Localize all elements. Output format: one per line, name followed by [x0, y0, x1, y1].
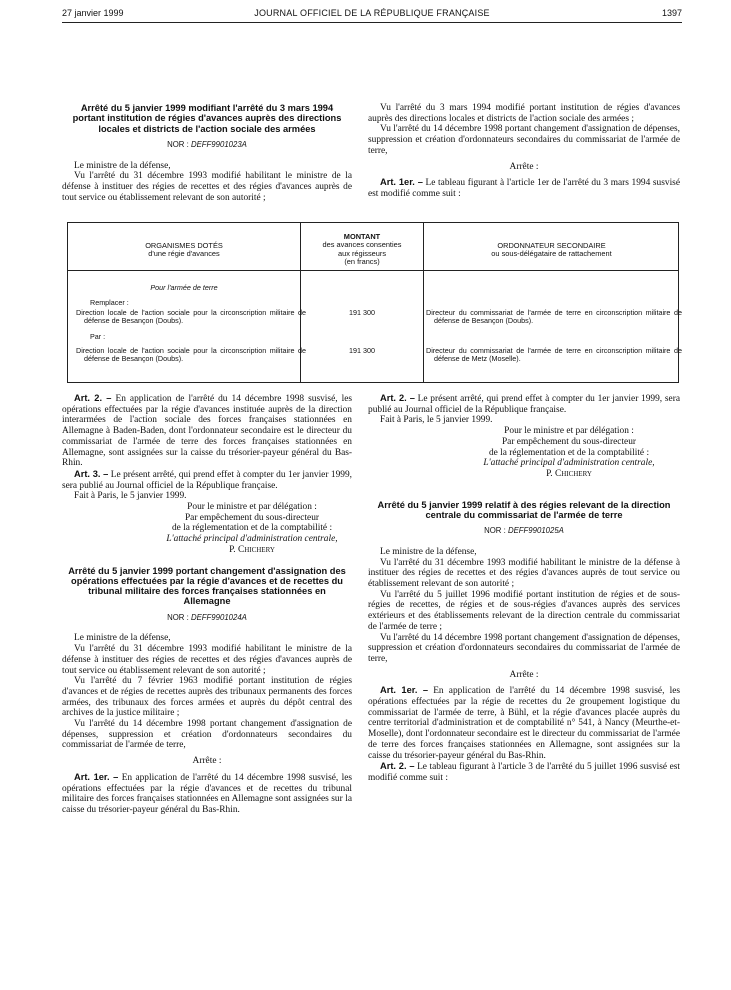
- header-date: 27 janvier 1999: [62, 8, 124, 18]
- signature-line: Pour le ministre et par délégation :: [504, 426, 634, 437]
- right-lower-column: [368, 393, 680, 784]
- article-text: Le présent arrêté, qui prend effet à compter du 1er janvier 1999, sera publié au Journal officiel de la République française.: [368, 394, 680, 415]
- nor-label: NOR :: [484, 526, 506, 536]
- table-row2-ordonnateur: Directeur du commissariat de l'armée de terre en circonscription militaire de défense de Metz (Moselle).: [426, 346, 682, 364]
- signature-line: Pour le ministre et par délégation :: [187, 502, 317, 513]
- table-row2-organisme: Direction locale de l'action sociale pour la circonscription militaire de défense de Besançon (Doubs).: [76, 346, 306, 364]
- nor-reference-2: [62, 613, 352, 624]
- article-paragraph: [368, 761, 680, 783]
- nor-code: DEFF9901024A: [190, 612, 247, 622]
- spacer: [368, 480, 680, 490]
- paragraph: Le ministre de la défense,: [74, 160, 171, 171]
- article-label: Art. 1er. –: [380, 177, 423, 188]
- paragraph: Vu l'arrêté du 3 mars 1994 modifié portant institution de régies d'avances auprès des directions locales et districts de l'action sociale des armées ;: [368, 103, 680, 124]
- article-label: Art. 3. –: [74, 468, 109, 479]
- nor-code: DEFF9901023A: [190, 139, 247, 149]
- right-top-column: [368, 103, 680, 200]
- table-row2-montant: 191 300: [349, 346, 375, 355]
- article-text: Le tableau figurant à l'article 3 de l'arrêté du 5 juillet 1996 susvisé est modifié comme suit :: [368, 762, 680, 783]
- paragraph: Vu l'arrêté du 31 décembre 1993 modifié habilitant le ministre de la défense à instituer des régies de recettes et des régies d'avances auprès de tout service ou établissement relevant de son autorité ;: [62, 644, 352, 676]
- header-line: (en francs): [344, 257, 380, 267]
- article-label: Art. 1er. –: [74, 771, 119, 782]
- signature-line: L'attaché principal d'administration centrale,: [483, 458, 655, 469]
- paragraph: Vu l'arrêté du 7 février 1963 modifié portant institution de régies d'avances et de régies de recettes auprès des tribunaux permanents des forces armées, des tribunaux des forces armées et auprès du dépôt central des archives de la justice militaire ;: [62, 676, 352, 719]
- decree-title-2: Arrêté du 5 janvier 1999 portant changement d'assignation des opérations effectuées par la régie d'avances et de recettes du tribunal militaire des forces françaises stationnées en Allemagne: [68, 565, 346, 607]
- article-paragraph: [62, 393, 352, 469]
- article-paragraph: [62, 772, 352, 816]
- table-row1-ordonnateur: Directeur du commissariat de l'armée de terre en circonscription militaire de défense de Besançon (Doubs).: [426, 308, 682, 326]
- header-line: aux régisseurs: [337, 248, 387, 258]
- table-par-label: Par :: [90, 332, 106, 341]
- header-line: ORDONNATEUR SECONDAIRE: [497, 241, 606, 250]
- signature-line: L'attaché principal d'administration centrale,: [166, 534, 338, 545]
- signatory-name: P. Chichery: [229, 544, 275, 555]
- table-row1-organisme: Direction locale de l'action sociale pour la circonscription militaire de défense de Besançon (Doubs).: [76, 308, 306, 326]
- paragraph: Vu l'arrêté du 14 décembre 1998 portant changement d'assignation de dépenses, suppression et création d'ordonnateurs secondaires du commissariat de l'armée de terre,: [62, 719, 352, 751]
- date-line: Fait à Paris, le 5 janvier 1999.: [380, 415, 493, 426]
- spacer: [368, 490, 680, 500]
- header-rule: [62, 22, 682, 23]
- paragraph: Vu l'arrêté du 14 décembre 1998 portant changement d'assignation de dépenses, suppression et création d'ordonnateurs secondaires du commissariat de l'armée de terre,: [368, 632, 680, 664]
- spacer: [62, 556, 352, 566]
- article-paragraph: [368, 177, 680, 199]
- header-journal-title: JOURNAL OFFICIEL DE LA RÉPUBLIQUE FRANÇAISE: [254, 8, 490, 18]
- header-line: des avances consenties: [322, 240, 402, 250]
- header-line: MONTANT: [343, 232, 381, 241]
- paragraph: Le ministre de la défense,: [380, 546, 477, 557]
- article-text: En application de l'arrêté du 14 décembre 1998 susvisé, les opérations effectuées par la régie d'avances et de recettes du tribunal militaire des forces françaises stationnées en Allemagne sont assignées sur la caisse du trésorier-payeur général du Bas-Rhin.: [62, 772, 352, 815]
- nor-reference-3: [368, 526, 680, 537]
- table-header-organismes: [68, 242, 300, 259]
- paragraph: Vu l'arrêté du 5 juillet 1996 modifié portant institution de régies et de sous-régies de recettes, de régies et de sous-régies d'avances auprès des services extérieurs et des établissements relevant de la direction centrale du commissariat de l'armée de terre ;: [368, 589, 680, 632]
- article-text: En application de l'arrêté du 14 décembre 1998 susvisé, les opérations effectuées par la régie de recettes du 2e groupement logistique du commissariat de l'armée de terre, à Bühl, et la régie d'avances placée auprès du centre territorial d'administration et de comptabilité n° 541, à Nancy (Meurthe-et-Moselle), dont l'ordonnateur secondaire est le directeur du commissariat de l'armée de terre des forces françaises stationnées en Allemagne, sont assignées sur la caisse du trésorier-payeur général du Bas-Rhin.: [368, 686, 680, 761]
- article-text: Le présent arrêté, qui prend effet à compter du 1er janvier 1999, sera publié au Journal officiel de la République française.: [62, 469, 352, 491]
- page-header: [62, 8, 682, 20]
- nor-label: NOR :: [167, 139, 189, 149]
- regies-table: [67, 222, 682, 383]
- paragraph: Vu l'arrêté du 31 décembre 1993 modifié habilitant le ministre de la défense à instituer des régies de recettes et des régies d'avances auprès de tout service ou établissement relevant de son autorité ;: [62, 171, 352, 203]
- nor-code: DEFF9901025A: [507, 526, 564, 536]
- left-lower-column: [62, 393, 352, 816]
- decree-title-1: Arrêté du 5 janvier 1999 modifiant l'arrêté du 3 mars 1994 portant institution de régies d'avances auprès des directions locales et districts de l'action sociale des armées: [72, 103, 342, 134]
- paragraph: Vu l'arrêté du 31 décembre 1993 modifié habilitant le ministre de la défense à instituer des régies de recettes et des régies d'avances auprès de tout service ou établissement relevant de son autorité ;: [368, 557, 680, 590]
- header-line: d'une régie d'avances: [148, 249, 220, 259]
- table-header-ordonnateur: [424, 242, 679, 259]
- table-header-montant: [301, 233, 423, 267]
- article-text: En application de l'arrêté du 14 décembre 1998 susvisé, les opérations effectuées par la régie d'avances instituée auprès de la direction interarmées de l'action sociale des forces françaises stationnées en Allemagne à Baden-Baden, dont l'ordonnateur secondaire est le directeur du commissariat de l'armée de terre des forces françaises stationnées en Allemagne, sont assignées sur la caisse du trésorier-payeur général du Bas-Rhin.: [62, 394, 353, 469]
- signature-line: Par empêchement du sous-directeur: [501, 436, 637, 447]
- paragraph: Le ministre de la défense,: [74, 633, 171, 644]
- header-page-number: 1397: [661, 8, 682, 18]
- signature-block: [368, 426, 680, 480]
- article-paragraph: [368, 685, 680, 761]
- article-label: Art. 2. –: [380, 393, 415, 403]
- table-row1-montant: 191 300: [349, 308, 375, 317]
- header-line: ORGANISMES DOTÉS: [145, 241, 223, 250]
- date-line: Fait à Paris, le 5 janvier 1999.: [74, 491, 187, 502]
- arrete-heading: Arrête :: [509, 669, 539, 680]
- article-label: Art. 2. –: [380, 761, 415, 772]
- article-label: Art. 2. –: [74, 393, 112, 403]
- decree-title-3: Arrêté du 5 janvier 1999 relatif à des régies relevant de la direction centrale du commissariat de l'armée de terre: [377, 499, 671, 520]
- nor-label: NOR :: [167, 612, 189, 622]
- signature-block: [62, 502, 352, 556]
- article-paragraph: [62, 469, 352, 491]
- signature-line: Par empêchement du sous-directeur: [184, 512, 320, 523]
- left-top-column: [62, 103, 352, 203]
- nor-reference-1: [62, 140, 352, 151]
- paragraph: Vu l'arrêté du 14 décembre 1998 portant changement d'assignation de dépenses, suppression et création d'ordonnateurs secondaires du commissariat de l'armée de terre,: [368, 124, 680, 156]
- arrete-heading: Arrête :: [192, 756, 222, 767]
- signature-line: de la réglementation et de la comptabilité :: [171, 523, 333, 534]
- table-section-label: Pour l'armée de terre: [150, 283, 218, 292]
- table-remplacer-label: Remplacer :: [90, 298, 129, 307]
- signatory-name: P. Chichery: [546, 468, 592, 479]
- article-paragraph: [368, 393, 680, 415]
- article-text: Le tableau figurant à l'article 1er de l'arrêté du 3 mars 1994 susvisé est modifié comme suit :: [368, 178, 680, 199]
- signature-line: de la réglementation et de la comptabilité :: [488, 447, 650, 458]
- table-header-rule: [68, 270, 678, 271]
- article-label: Art. 1er. –: [380, 685, 429, 696]
- arrete-heading: Arrête :: [509, 161, 539, 172]
- header-line: ou sous-délégataire de rattachement: [491, 249, 612, 259]
